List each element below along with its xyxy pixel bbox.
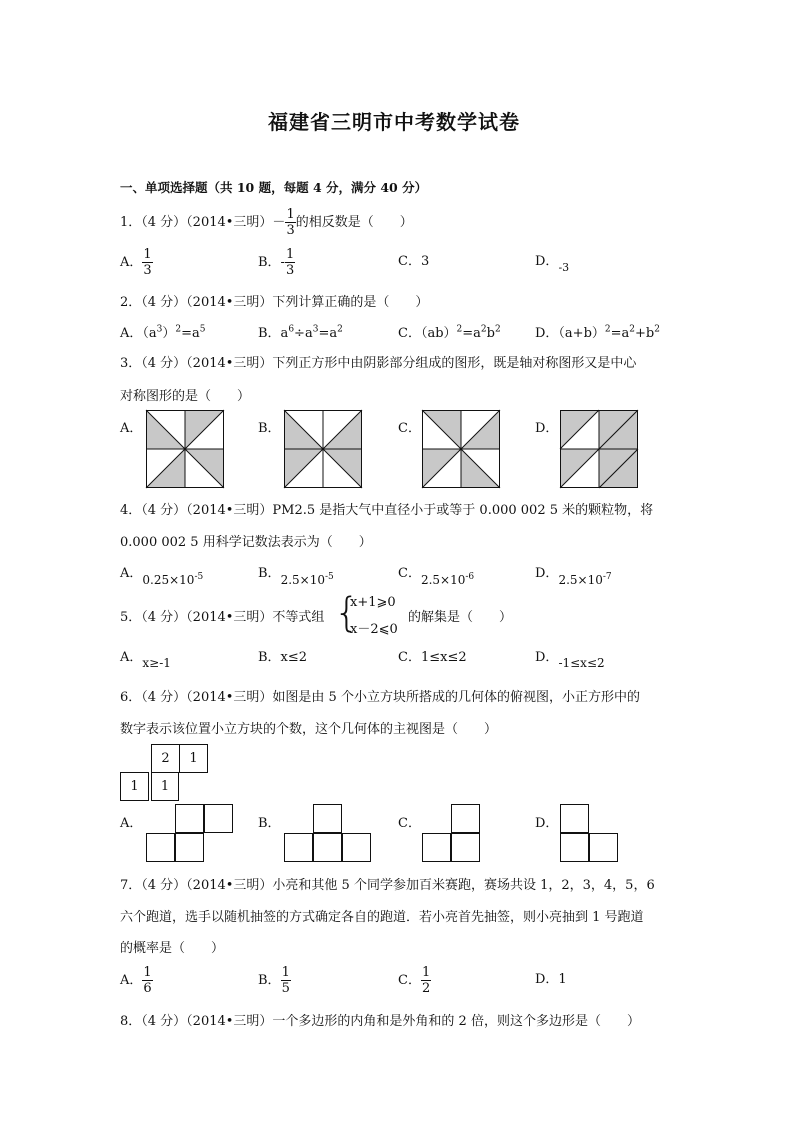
view-square — [451, 833, 480, 862]
question-1-stem: 1．（4 分）（2014•三明）－ $\frac{1}{3}$ 的相反数是（ ） — [120, 207, 413, 238]
view-square — [175, 833, 204, 862]
question-3-line2: 对称图形的是（ ） — [120, 389, 251, 404]
view-square — [451, 804, 480, 833]
question-6-line1: 6．（4 分）（2014•三明）如图是由 5 个小立方块所搭成的几何体的俯视图，小正方形中的 — [120, 690, 640, 705]
q6-option-b-figure[interactable] — [284, 804, 374, 864]
view-square — [342, 833, 371, 862]
q6-option-c-figure[interactable] — [422, 804, 482, 864]
view-square — [560, 804, 589, 833]
grid-cell: 1 — [151, 772, 179, 801]
section-heading: 一、单项选择题（共 10 题，每题 4 分，满分 40 分） — [120, 180, 428, 195]
question-7-line2: 六个跑道，选手以随机抽签的方式确定各自的跑道．若小亮首先抽签，则小亮抽到 1 号跑道 — [120, 910, 644, 925]
q5-option-d[interactable]: D．-1≤x≤2 — [535, 650, 605, 670]
q5-inequality-2: x－2⩽0 — [350, 622, 398, 637]
q5-inequality-1: x+1⩾0 — [350, 595, 396, 610]
q3-option-c-figure[interactable] — [422, 410, 500, 488]
q4-option-d[interactable]: D．$2.5\times 10^{-7}$ — [535, 566, 612, 587]
q4-option-c[interactable]: C．$2.5\times 10^{-6}$ — [398, 566, 475, 587]
question-7-line3: 的概率是（ ） — [120, 941, 225, 956]
q3-option-a-figure[interactable] — [146, 410, 224, 488]
question-5-stem-a: 5．（4 分）（2014•三明）不等式组 — [120, 610, 325, 625]
q6-top-view-grid — [120, 744, 240, 804]
q6-option-a-figure[interactable] — [146, 804, 236, 864]
q6-option-d-figure[interactable] — [560, 804, 620, 864]
question-2-stem: 2．（4 分）（2014•三明）下列计算正确的是（ ） — [120, 295, 429, 310]
question-8-stem: 8．（4 分）（2014•三明）一个多边形的内角和是外角和的 2 倍，则这个多边形是（ ） — [120, 1014, 640, 1029]
q1-option-d[interactable]: D．$_{-3}$ — [535, 254, 570, 274]
question-4-line1: 4．（4 分）（2014•三明）PM2.5 是指大气中直径小于或等于 0.000 002 5 米的颗粒物，将 — [120, 503, 654, 518]
q5-option-b[interactable]: B．x≤2 — [258, 650, 308, 665]
view-square — [204, 804, 233, 833]
q7-option-d[interactable]: D．1 — [535, 972, 567, 987]
view-square — [589, 833, 618, 862]
grid-cell: 2 — [151, 744, 180, 773]
view-square — [313, 804, 342, 833]
q7-option-a[interactable]: A． $\frac{1}{6}$ — [120, 965, 152, 996]
grid-cell: 1 — [120, 772, 149, 801]
view-square — [175, 804, 204, 833]
q3-option-d-figure[interactable] — [560, 410, 638, 488]
q1-option-a[interactable]: A． $\frac{1}{3}$ — [120, 247, 152, 278]
q6-option-b-label[interactable]: B． — [258, 816, 281, 831]
view-square — [284, 833, 313, 862]
q7-option-c[interactable]: C． $\frac{1}{2}$ — [398, 965, 431, 996]
question-4-line2: 0.000 002 5 用科学记数法表示为（ ） — [120, 535, 372, 550]
view-square — [146, 833, 175, 862]
q3-option-a-label[interactable]: A． — [120, 421, 143, 436]
q3-option-b-figure[interactable] — [284, 410, 362, 488]
question-3-line1: 3．（4 分）（2014•三明）下列正方形中由阴影部分组成的图形，既是轴对称图形又是中心 — [120, 356, 637, 371]
q7-option-b[interactable]: B． $\frac{1}{5}$ — [258, 965, 290, 996]
q1-option-b[interactable]: B．- $\frac{1}{3}$ — [258, 247, 295, 278]
q6-option-a-label[interactable]: A． — [120, 816, 143, 831]
q3-option-c-label[interactable]: C． — [398, 421, 421, 436]
q3-option-d-label[interactable]: D． — [535, 421, 559, 436]
q2-option-a[interactable]: A．$(a^3)^2=a^5$ — [120, 324, 206, 341]
q6-option-c-label[interactable]: C． — [398, 816, 421, 831]
view-square — [313, 833, 342, 862]
page-title: 福建省三明市中考数学试卷 — [268, 110, 520, 134]
q4-option-b[interactable]: B．$2.5\times 10^{-5}$ — [258, 566, 334, 587]
question-5-stem-b: 的解集是（ ） — [408, 610, 513, 625]
brace-icon: { — [334, 590, 360, 636]
question-6-line2: 数字表示该位置小立方块的个数，这个几何体的主视图是（ ） — [120, 722, 498, 737]
q3-option-b-label[interactable]: B． — [258, 421, 281, 436]
q2-option-b[interactable]: B．$a^6\div a^3=a^2$ — [258, 324, 343, 341]
question-7-line1: 7．（4 分）（2014•三明）小亮和其他 5 个同学参加百米赛跑，赛场共设 1，2，3，4，5，6 — [120, 878, 655, 893]
grid-cell: 1 — [179, 744, 208, 773]
fraction: $\frac{1}{3}$ — [286, 207, 295, 238]
q1-option-c[interactable]: C．3 — [398, 254, 430, 269]
view-square — [422, 833, 451, 862]
q5-option-a[interactable]: A．x≥-1 — [120, 650, 171, 670]
q5-option-c[interactable]: C．1≤x≤2 — [398, 650, 467, 665]
q2-option-d[interactable]: D．$(a+b)^2=a^2+b^2$ — [535, 324, 660, 341]
view-square — [560, 833, 589, 862]
q6-option-d-label[interactable]: D． — [535, 816, 559, 831]
q2-option-c[interactable]: C．$(ab)^2=a^2b^2$ — [398, 324, 501, 341]
q4-option-a[interactable]: A．$0.25\times 10^{-5}$ — [120, 566, 204, 587]
